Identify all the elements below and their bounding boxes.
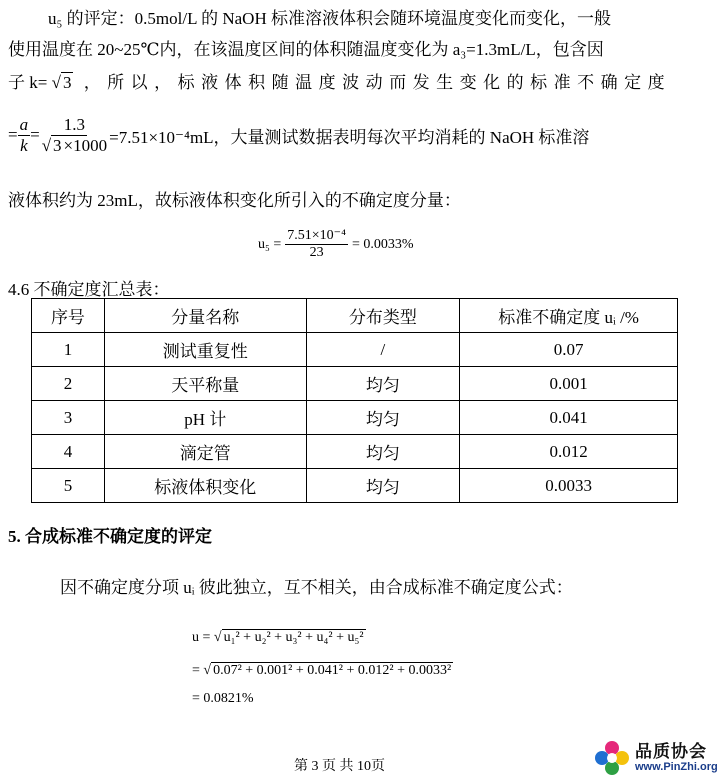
table-cell: / (306, 333, 460, 367)
table-cell: 均匀 (306, 469, 460, 503)
fraction-den: √ 3 ×1000 (41, 135, 108, 155)
table-row (32, 401, 678, 435)
combined-eq-line2-lhs: = (192, 663, 204, 678)
fraction-den-rest: ×1000 (63, 135, 108, 155)
logo-title: 品质协会 (635, 741, 707, 762)
table-header-row (32, 299, 678, 333)
table-row (32, 435, 678, 469)
table-cell: 4 (32, 435, 105, 469)
table-cell: 0.0033 (460, 469, 678, 503)
equation-u5-fraction (285, 228, 348, 261)
equals-sign: = (30, 125, 40, 145)
table-cell: 0.041 (460, 401, 678, 435)
fraction-num: 1.3 (63, 115, 86, 134)
table-cell: 3 (32, 401, 105, 435)
radical-sign: √ (213, 630, 222, 645)
table-row (32, 367, 678, 401)
fraction-den-sqrt: 3 (53, 135, 62, 155)
page-footer: 第 3 页 共 10页 (294, 759, 385, 774)
combined-eq-line1-radicand: u₁² + u₂² + u₃² + u₄² + u₅² (223, 630, 364, 645)
table-header-cell: 分量名称 (104, 299, 306, 333)
table-cell: 天平称量 (104, 367, 306, 401)
para-u5-line1: u₅ 的评定：0.5mol/L 的 NaOH 标准溶液体积会随环境温度变化而变化，一般 (48, 9, 611, 28)
table-cell: 1 (32, 333, 105, 367)
section-5-title: 5. 合成标准不确定度的评定 (8, 527, 212, 546)
equation-u5 (258, 228, 414, 261)
table-cell: 均匀 (306, 367, 460, 401)
pinzhi-logo (592, 738, 718, 778)
table-header-cell: 标准不确定度 uᵢ /% (460, 299, 678, 333)
table-cell: 均匀 (306, 401, 460, 435)
table-cell: 2 (32, 367, 105, 401)
combined-eq-line1-lhs: u = (192, 630, 214, 645)
para-u5-line3-a: 子 k= (8, 73, 52, 92)
combined-eq-line2-radicand: 0.07² + 0.001² + 0.041² + 0.012² + 0.0033² (213, 663, 452, 678)
para-u5-line4-eq: = (8, 125, 18, 145)
fraction-value (40, 115, 109, 155)
table-cell: 0.012 (460, 435, 678, 469)
sqrt-sign: √ (51, 73, 61, 92)
equation-u5-num: 7.51×10⁻⁴ (285, 228, 348, 245)
table-cell: 0.07 (460, 333, 678, 367)
uncertainty-summary-table (31, 298, 678, 503)
table-header-cell: 序号 (32, 299, 105, 333)
logo-url: www.PinZhi.org (635, 761, 718, 774)
fraction-a-over-k (18, 115, 31, 155)
table-cell: 测试重复性 (104, 333, 306, 367)
radical-sign: √ (203, 663, 212, 678)
fraction-a: a (19, 115, 29, 134)
table-header-cell: 分布类型 (306, 299, 460, 333)
table-cell: 标液体积变化 (104, 469, 306, 503)
table-cell: 5 (32, 469, 105, 503)
equation-u5-den: 23 (309, 245, 324, 261)
para-u5-line4-rest: =7.51×10⁻⁴mL，大量测试数据表明每次平均消耗的 NaOH 标准溶 (109, 127, 590, 147)
table-row (32, 469, 678, 503)
table-cell: 滴定管 (104, 435, 306, 469)
equation-u5-lhs: u₅ = (258, 236, 282, 252)
combined-eq-line2 (192, 663, 453, 679)
para-u5-line3-sqrt: 3 (62, 73, 72, 92)
para-u5-line4 (8, 115, 589, 155)
table-row (32, 333, 678, 367)
section-4-6-title: 4.6 不确定度汇总表： (8, 280, 170, 299)
combined-eq-line1 (192, 630, 366, 646)
table-cell: 均匀 (306, 435, 460, 469)
flower-logo-icon (592, 738, 632, 778)
table-cell: pH 计 (104, 401, 306, 435)
para-u5-line3 (8, 68, 671, 93)
equation-u5-rhs: = 0.0033% (351, 236, 414, 252)
para-u5-line3-b: ，所以，标液体积随温度波动而发生变化的标准不确定度 (83, 73, 672, 92)
section-5-paragraph: 因不确定度分项 uᵢ 彼此独立，互不相关，由合成标准不确定度公式： (60, 578, 573, 597)
fraction-k: k (20, 135, 28, 155)
combined-eq-line3: = 0.0821% (192, 691, 254, 706)
para-u5-line5: 液体积约为 23mL，故标液体积变化所引入的不确定度分量： (8, 191, 461, 210)
table-cell: 0.001 (460, 367, 678, 401)
para-u5-line2: 使用温度在 20~25℃内，在该温度区间的体积随温度变化为 a₃=1.3mL/L，包含因 (8, 40, 604, 59)
